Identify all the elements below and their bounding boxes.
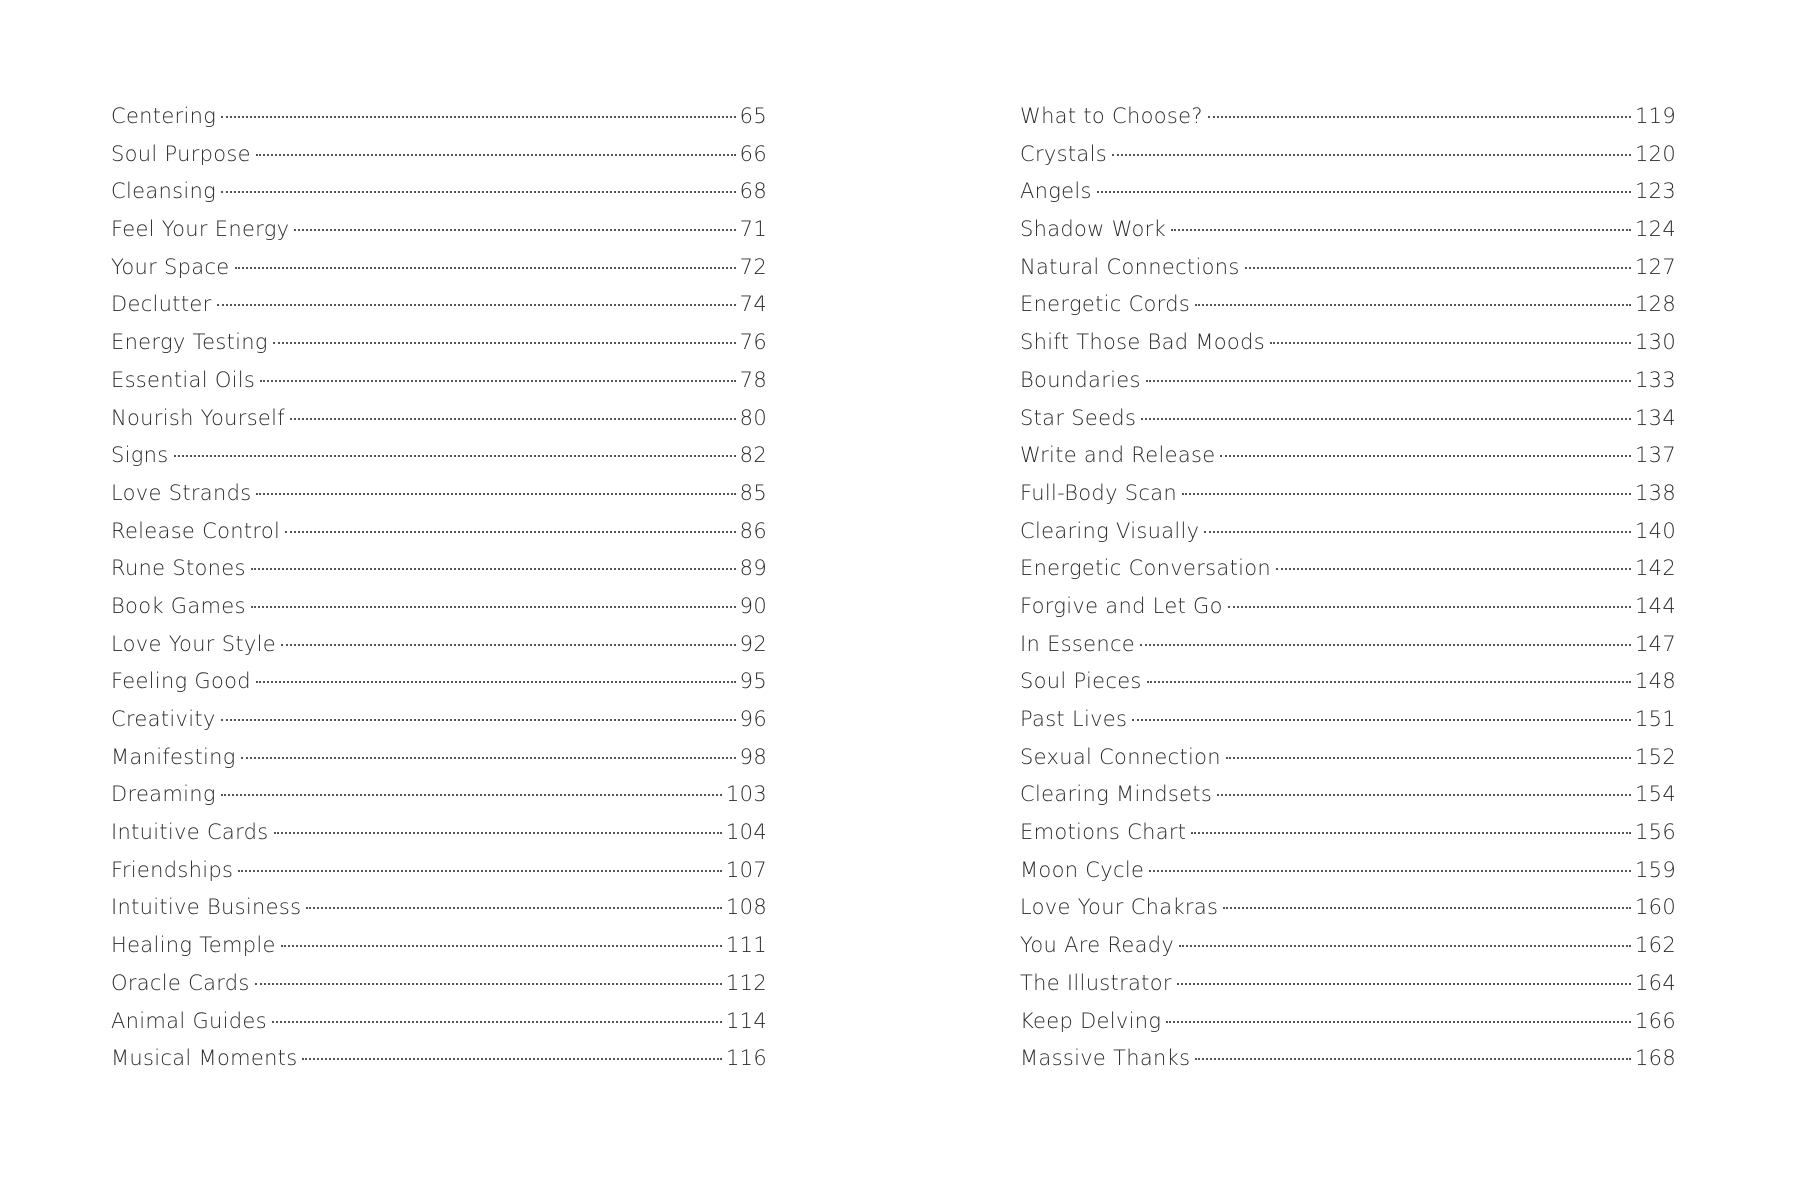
toc-left-column: [111, 104, 767, 1084]
toc-entry-title: Centering: [111, 104, 217, 128]
toc-entry-page-number: 138: [1635, 480, 1676, 505]
toc-entry-page-number: 142: [1635, 556, 1676, 581]
toc-entry: [111, 368, 767, 406]
toc-entry: [1020, 406, 1676, 444]
toc-entry-page-number: 164: [1635, 970, 1676, 995]
dot-leader: [241, 757, 736, 759]
dot-leader: [1204, 531, 1631, 533]
dot-leader: [1147, 681, 1631, 683]
toc-entry: [1020, 1046, 1676, 1084]
dot-leader: [1132, 719, 1631, 721]
toc-entry-title: Boundaries: [1020, 367, 1141, 392]
toc-entry-page-number: 151: [1635, 707, 1676, 731]
toc-entry: [111, 519, 767, 557]
toc-entry-title: Write and Release: [1020, 443, 1216, 468]
toc-entry-page-number: 160: [1635, 895, 1676, 920]
toc-entry: [111, 1046, 767, 1084]
dot-leader: [290, 418, 736, 420]
toc-entry: [1020, 745, 1676, 783]
toc-entry: [111, 745, 767, 783]
toc-entry-title: Soul Purpose: [111, 141, 251, 166]
dot-leader: [1149, 870, 1631, 872]
toc-entry-page-number: 104: [726, 820, 767, 845]
dot-leader: [1191, 832, 1631, 834]
toc-entry: [1020, 179, 1676, 217]
toc-entry-page-number: 72: [739, 254, 767, 279]
toc-entry: [111, 933, 767, 971]
dot-leader: [1220, 455, 1631, 457]
toc-entry-title: Release Control: [111, 518, 281, 543]
dot-leader: [1195, 304, 1631, 306]
toc-entry: [1020, 895, 1676, 933]
toc-entry: [1020, 707, 1676, 745]
dot-leader: [281, 644, 736, 646]
dot-leader: [1245, 267, 1631, 269]
dot-leader: [1179, 945, 1631, 947]
toc-entry: [1020, 104, 1676, 142]
toc-entry-page-number: 92: [739, 631, 767, 656]
toc-entry-page-number: 107: [726, 857, 767, 882]
toc-entry: [1020, 217, 1676, 255]
dot-leader: [221, 191, 736, 193]
toc-entry: [1020, 556, 1676, 594]
toc-entry: [1020, 519, 1676, 557]
dot-leader: [273, 342, 736, 344]
toc-entry: [111, 255, 767, 293]
toc-entry: [111, 707, 767, 745]
dot-leader: [281, 945, 722, 947]
toc-entry-page-number: 98: [739, 744, 767, 769]
toc-entry-page-number: 124: [1635, 217, 1676, 242]
toc-entry-page-number: 166: [1635, 1008, 1676, 1033]
toc-entry-title: Oracle Cards: [111, 970, 250, 995]
toc-entry: [111, 632, 767, 670]
dot-leader: [1112, 154, 1631, 156]
toc-entry-title: What to Choose?: [1020, 104, 1203, 128]
dot-leader: [1146, 380, 1631, 382]
dot-leader: [1276, 568, 1631, 570]
toc-entry-page-number: 154: [1635, 782, 1676, 807]
toc-entry-title: Intuitive Cards: [111, 820, 269, 845]
toc-entry-page-number: 148: [1635, 669, 1676, 694]
toc-entry: [111, 1009, 767, 1047]
toc-entry: [111, 895, 767, 933]
toc-entry: [111, 217, 767, 255]
toc-entry-title: Shift Those Bad Moods: [1020, 330, 1265, 355]
toc-entry-page-number: 78: [739, 367, 767, 392]
toc-entry: [1020, 632, 1676, 670]
toc-right-column: [1020, 104, 1676, 1084]
dot-leader: [256, 154, 736, 156]
dot-leader: [1270, 342, 1631, 344]
dot-leader: [1217, 794, 1631, 796]
toc-entry: [1020, 481, 1676, 519]
toc-entry-page-number: 89: [739, 556, 767, 581]
toc-entry-title: Your Space: [111, 254, 230, 279]
toc-entry-title: Energy Testing: [111, 330, 268, 355]
dot-leader: [1140, 644, 1631, 646]
toc-entry-title: Clearing Mindsets: [1020, 782, 1213, 807]
toc-entry-page-number: 82: [739, 443, 767, 468]
toc-entry-title: Rune Stones: [111, 556, 246, 581]
toc-entry-page-number: 114: [726, 1008, 767, 1033]
dot-leader: [221, 794, 722, 796]
dot-leader: [221, 116, 736, 118]
toc-entry: [111, 406, 767, 444]
toc-entry-title: Crystals: [1020, 141, 1107, 166]
toc-entry-title: Signs: [111, 443, 169, 468]
toc-entry-page-number: 133: [1635, 367, 1676, 392]
toc-entry-page-number: 86: [739, 518, 767, 543]
dot-leader: [294, 229, 735, 231]
toc-entry-page-number: 120: [1635, 141, 1676, 166]
toc-entry-title: Energetic Cords: [1020, 292, 1191, 317]
toc-entry: [111, 820, 767, 858]
dot-leader: [272, 1021, 722, 1023]
toc-entry: [1020, 142, 1676, 180]
toc-entry-title: Intuitive Business: [111, 895, 302, 920]
dot-leader: [285, 531, 736, 533]
toc-entry: [111, 481, 767, 519]
toc-entry-title: Friendships: [111, 857, 234, 882]
dot-leader: [217, 304, 736, 306]
dot-leader: [251, 568, 736, 570]
toc-entry-title: Energetic Conversation: [1020, 556, 1272, 581]
toc-entry-title: Forgive and Let Go: [1020, 593, 1223, 618]
toc-entry-title: Book Games: [111, 593, 246, 618]
toc-entry: [1020, 1009, 1676, 1047]
toc-entry-title: In Essence: [1020, 631, 1136, 656]
toc-entry-title: Feeling Good: [111, 669, 251, 694]
dot-leader: [1226, 757, 1631, 759]
dot-leader: [238, 870, 722, 872]
dot-leader: [1208, 116, 1631, 118]
toc-entry-title: Past Lives: [1020, 707, 1128, 731]
toc-entry-page-number: 116: [726, 1046, 767, 1071]
toc-entry: [111, 142, 767, 180]
toc-entry: [1020, 594, 1676, 632]
toc-entry-title: Keep Delving: [1020, 1008, 1162, 1033]
toc-entry: [111, 443, 767, 481]
toc-entry-title: Essential Oils: [111, 367, 256, 392]
toc-entry: [111, 104, 767, 142]
dot-leader: [1171, 229, 1631, 231]
dot-leader: [260, 380, 736, 382]
toc-entry-page-number: 66: [739, 141, 767, 166]
toc-entry-page-number: 119: [1635, 104, 1676, 128]
dot-leader: [1097, 191, 1631, 193]
toc-entry-title: Love Your Chakras: [1020, 895, 1219, 920]
dot-leader: [274, 832, 722, 834]
toc-entry-page-number: 68: [739, 179, 767, 204]
toc-entry: [111, 782, 767, 820]
dot-leader: [302, 1058, 722, 1060]
toc-entry-title: Feel Your Energy: [111, 217, 290, 242]
toc-entry-page-number: 90: [739, 593, 767, 618]
toc-entry-title: Creativity: [111, 707, 216, 731]
toc-entry: [111, 858, 767, 896]
toc-entry-title: Shadow Work: [1020, 217, 1167, 242]
dot-leader: [1141, 418, 1631, 420]
toc-entry-title: Angels: [1020, 179, 1092, 204]
toc-entry-page-number: 112: [726, 970, 767, 995]
toc-entry-page-number: 159: [1635, 857, 1676, 882]
toc-entry-title: Cleansing: [111, 179, 216, 204]
toc-entry: [1020, 933, 1676, 971]
toc-entry: [111, 179, 767, 217]
toc-entry: [111, 669, 767, 707]
toc-entry-title: Animal Guides: [111, 1008, 267, 1033]
toc-entry-title: You Are Ready: [1020, 933, 1175, 958]
dot-leader: [1195, 1058, 1631, 1060]
toc-entry-page-number: 140: [1635, 518, 1676, 543]
toc-entry: [1020, 669, 1676, 707]
dot-leader: [1166, 1021, 1631, 1023]
toc-entry: [1020, 820, 1676, 858]
toc-entry-title: Nourish Yourself: [111, 405, 285, 430]
dot-leader: [256, 493, 735, 495]
toc-entry-page-number: 147: [1635, 631, 1676, 656]
toc-entry-page-number: 162: [1635, 933, 1676, 958]
dot-leader: [251, 606, 736, 608]
toc-entry-title: Natural Connections: [1020, 254, 1240, 279]
toc-entry: [111, 330, 767, 368]
toc-entry-title: Massive Thanks: [1020, 1046, 1191, 1071]
toc-entry-page-number: 108: [726, 895, 767, 920]
toc-entry: [111, 556, 767, 594]
toc-entry-page-number: 71: [739, 217, 767, 242]
toc-entry: [1020, 292, 1676, 330]
toc-entry-page-number: 80: [739, 405, 767, 430]
toc-entry-page-number: 65: [739, 104, 767, 128]
dot-leader: [306, 907, 722, 909]
toc-entry: [1020, 255, 1676, 293]
toc-entry-page-number: 95: [739, 669, 767, 694]
toc-entry-title: Love Your Style: [111, 631, 276, 656]
dot-leader: [221, 719, 736, 721]
toc-entry: [111, 594, 767, 632]
toc-entry-title: Sexual Connection: [1020, 744, 1221, 769]
toc-entry-title: Soul Pieces: [1020, 669, 1142, 694]
dot-leader: [255, 983, 722, 985]
toc-entry-title: Musical Moments: [111, 1046, 298, 1071]
toc-entry-page-number: 128: [1635, 292, 1676, 317]
toc-entry-page-number: 168: [1635, 1046, 1676, 1071]
toc-entry: [1020, 443, 1676, 481]
dot-leader: [256, 681, 736, 683]
dot-leader: [1182, 493, 1631, 495]
toc-entry-page-number: 127: [1635, 254, 1676, 279]
toc-entry-title: Moon Cycle: [1020, 857, 1145, 882]
dot-leader: [174, 455, 736, 457]
toc-entry-page-number: 85: [739, 480, 767, 505]
toc-entry-page-number: 123: [1635, 179, 1676, 204]
toc-entry: [1020, 782, 1676, 820]
dot-leader: [235, 267, 736, 269]
toc-entry: [1020, 971, 1676, 1009]
dot-leader: [1177, 983, 1631, 985]
toc-entry-title: Full-Body Scan: [1020, 480, 1178, 505]
toc-entry-page-number: 76: [739, 330, 767, 355]
toc-entry-title: Star Seeds: [1020, 405, 1137, 430]
toc-entry-page-number: 74: [739, 292, 767, 317]
toc-entry-title: Love Strands: [111, 480, 252, 505]
dot-leader: [1223, 907, 1631, 909]
toc-entry-page-number: 144: [1635, 593, 1676, 618]
toc-entry-title: Declutter: [111, 292, 212, 317]
toc-entry-title: Healing Temple: [111, 933, 276, 958]
toc-entry-page-number: 96: [739, 707, 767, 731]
toc-entry-page-number: 152: [1635, 744, 1676, 769]
toc-entry-title: Dreaming: [111, 782, 216, 807]
toc-entry: [111, 971, 767, 1009]
toc-entry-title: Clearing Visually: [1020, 518, 1200, 543]
toc-entry-page-number: 134: [1635, 405, 1676, 430]
toc-entry-title: Emotions Chart: [1020, 820, 1187, 845]
toc-entry-page-number: 137: [1635, 443, 1676, 468]
toc-entry: [1020, 330, 1676, 368]
toc-entry-title: Manifesting: [111, 744, 236, 769]
toc-entry: [111, 292, 767, 330]
toc-entry-page-number: 130: [1635, 330, 1676, 355]
toc-entry: [1020, 858, 1676, 896]
toc-entry-page-number: 103: [726, 782, 767, 807]
toc-entry-page-number: 111: [726, 933, 767, 958]
toc-entry-page-number: 156: [1635, 820, 1676, 845]
toc-entry: [1020, 368, 1676, 406]
dot-leader: [1228, 606, 1631, 608]
toc-entry-title: The Illustrator: [1020, 970, 1172, 995]
